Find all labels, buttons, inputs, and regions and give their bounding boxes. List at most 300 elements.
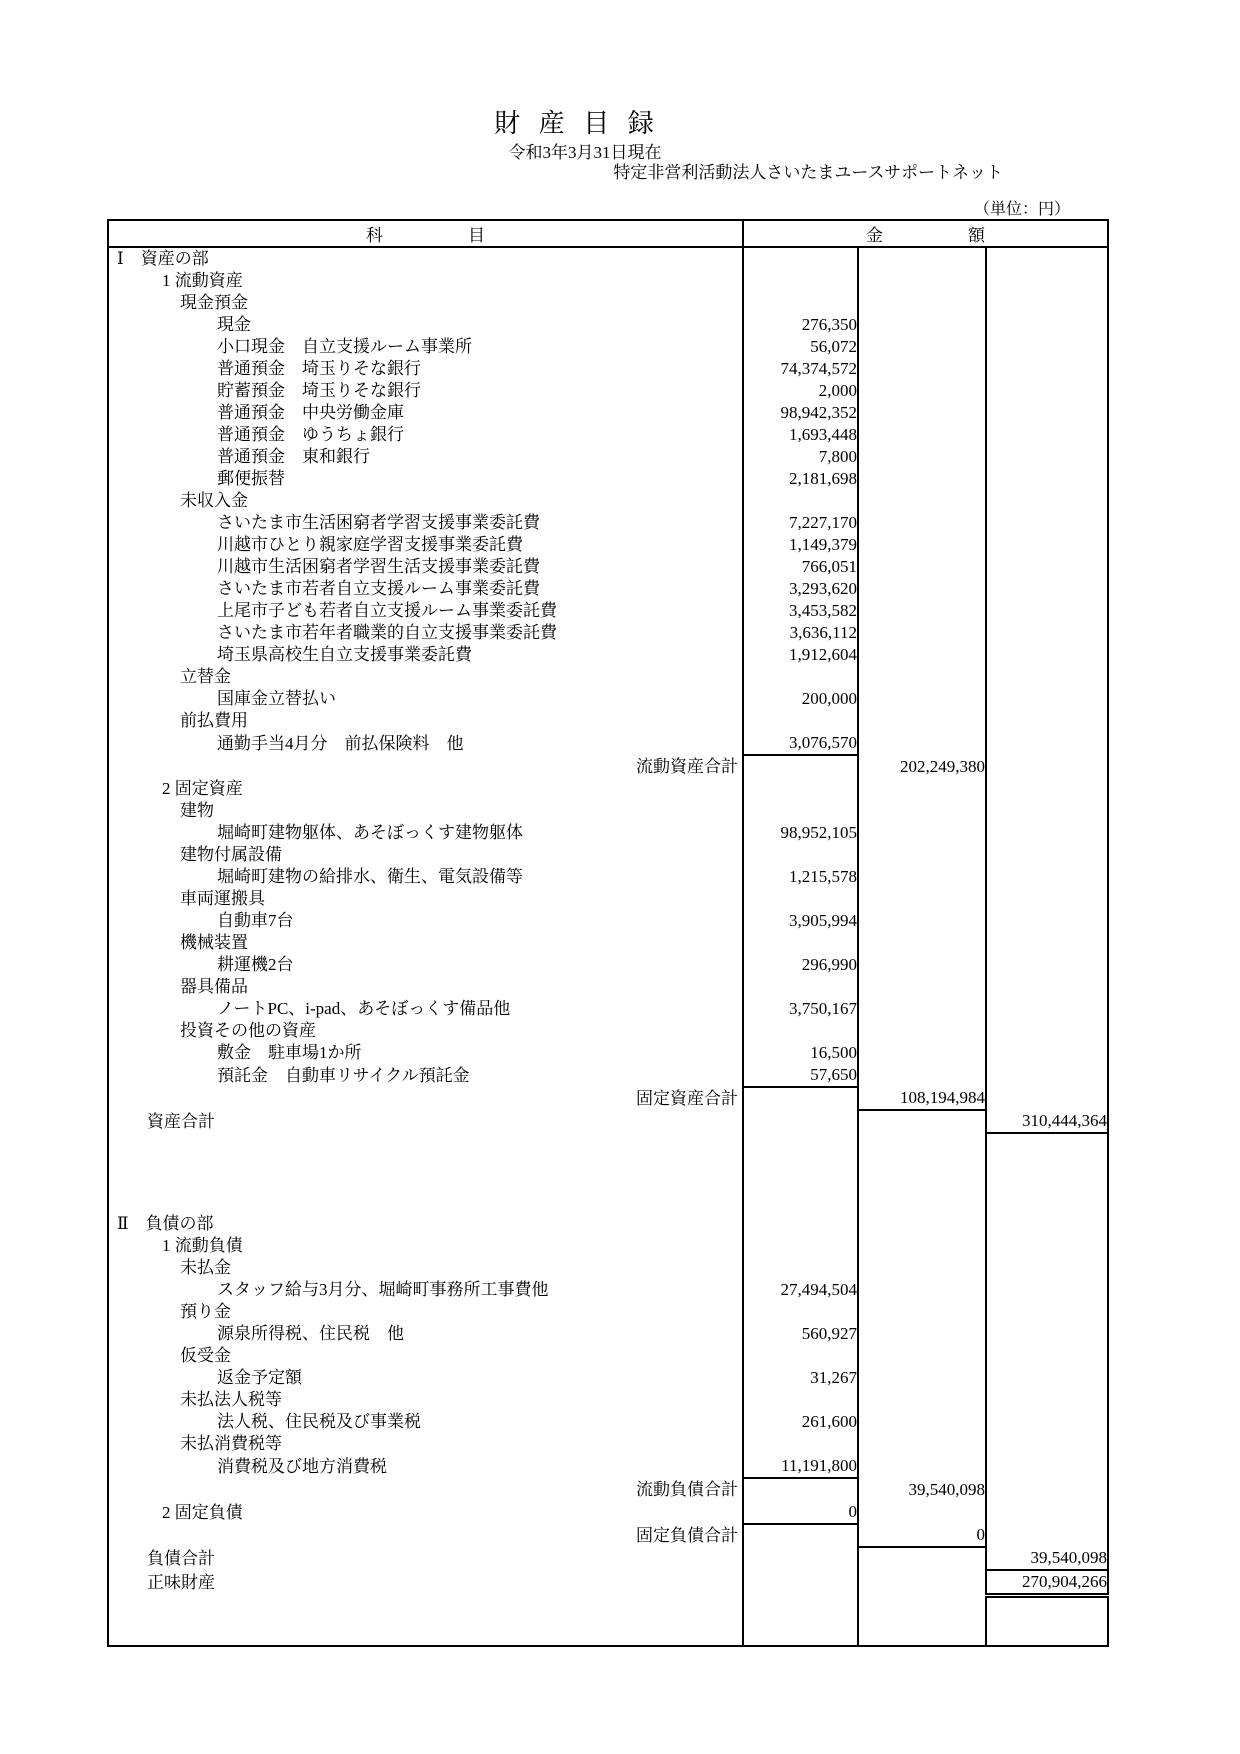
amount-col2: [858, 556, 986, 578]
amount-col2: [858, 1110, 986, 1133]
amount-col2: [858, 778, 986, 800]
amount-col3: [986, 1478, 1108, 1501]
amount-col2: [858, 292, 986, 314]
amount-col3: [986, 468, 1108, 490]
amount-col2: [858, 402, 986, 424]
row-label: 現金: [217, 315, 251, 334]
amount-col3: [986, 866, 1108, 888]
amount-col2: [858, 866, 986, 888]
document-title: 財 産 目 録: [494, 109, 660, 138]
amount-col3: [986, 490, 1108, 512]
table-row: [108, 1323, 1108, 1345]
amount-col2: [858, 490, 986, 512]
amount-col1: 2,000: [743, 380, 858, 402]
amount-col2: [858, 1133, 986, 1213]
row-label: さいたま市若年者職業的自立支援事業委託費: [217, 623, 557, 642]
amount-col3: [986, 844, 1108, 866]
amount-col1: 31,267: [743, 1367, 858, 1389]
row-label: 普通預金 埼玉りそな銀行: [217, 359, 421, 378]
amount-col2: [858, 844, 986, 866]
amount-col3: [986, 1345, 1108, 1367]
table-row: [108, 688, 1108, 710]
table-row: [108, 446, 1108, 468]
amount-col3: [986, 424, 1108, 446]
amount-col3: [986, 910, 1108, 932]
table-header-row: [108, 220, 1108, 247]
row-label: 機械装置: [180, 933, 248, 952]
amount-col2: [858, 424, 986, 446]
table-row: [108, 358, 1108, 380]
row-label: 消費税及び地方消費税: [217, 1456, 387, 1476]
table-row: [108, 512, 1108, 534]
amount-col3: [986, 998, 1108, 1020]
table-row: [108, 1020, 1108, 1042]
unit-note: （単位：円）: [973, 201, 1070, 218]
row-label: 投資その他の資産: [180, 1021, 316, 1040]
amount-col2: [858, 1042, 986, 1064]
amount-col3: [986, 1042, 1108, 1064]
row-label: 負債合計: [147, 1548, 215, 1568]
amount-col3: [986, 688, 1108, 710]
amount-col1: 2,181,698: [743, 468, 858, 490]
amount-col3: [986, 534, 1108, 556]
amount-col1: [743, 1087, 858, 1110]
row-label: 源泉所得税、住民税 他: [217, 1324, 404, 1343]
amount-col2: [858, 1020, 986, 1042]
row-label: 埼玉県高校生自立支援事業委託費: [217, 645, 472, 664]
table-row: [108, 1524, 1108, 1547]
amount-col2: [858, 710, 986, 732]
row-label: [108, 1596, 743, 1646]
amount-col1: 560,927: [743, 1323, 858, 1345]
amount-col1: [743, 247, 858, 270]
table-row: [108, 1570, 1108, 1596]
amount-col3: [986, 1020, 1108, 1042]
row-label: 郵便振替: [217, 469, 285, 488]
row-label: 未払金: [180, 1258, 231, 1277]
amount-col1: 0: [743, 1501, 858, 1524]
amount-col2: [858, 358, 986, 380]
amount-col3: [986, 292, 1108, 314]
amount-col1: [743, 270, 858, 292]
amount-col3: [986, 755, 1108, 778]
amount-col1: 7,227,170: [743, 512, 858, 534]
amount-col3: [986, 1087, 1108, 1110]
amount-col3: [986, 1596, 1108, 1646]
amount-col1: [743, 1301, 858, 1323]
amount-col3: [986, 1501, 1108, 1524]
row-label: スタッフ給与3月分、堀崎町事務所工事費他: [217, 1280, 549, 1299]
amount-col3: 310,444,364: [986, 1110, 1108, 1133]
row-label: 2 固定負債: [162, 1502, 243, 1522]
table-row: [108, 270, 1108, 292]
amount-col1: 27,494,504: [743, 1279, 858, 1301]
amount-col3: [986, 578, 1108, 600]
amount-col3: [986, 1301, 1108, 1323]
amount-col1: 11,191,800: [743, 1455, 858, 1478]
amount-col1: 1,693,448: [743, 424, 858, 446]
table-row: [108, 1087, 1108, 1110]
amount-col2: [858, 1411, 986, 1433]
amount-col1: 74,374,572: [743, 358, 858, 380]
amount-col1: 3,636,112: [743, 622, 858, 644]
table-row: [108, 468, 1108, 490]
row-label: 固定資産合計: [636, 1088, 738, 1108]
amount-col2: [858, 247, 986, 270]
table-row: [108, 622, 1108, 644]
amount-col1: [743, 1133, 858, 1213]
amount-col1: [743, 1433, 858, 1455]
amount-col2: [858, 1433, 986, 1455]
amount-col1: [743, 666, 858, 688]
table-row: [108, 534, 1108, 556]
amount-col3: [986, 600, 1108, 622]
amount-col2: [858, 534, 986, 556]
amount-col2: [858, 1367, 986, 1389]
amount-col2: [858, 1455, 986, 1478]
row-label: 1 流動資産: [162, 271, 243, 290]
table-row: [108, 1213, 1108, 1235]
amount-col3: [986, 644, 1108, 666]
row-label: 現金預金: [180, 293, 248, 312]
amount-col2: [858, 336, 986, 358]
amount-col3: [986, 556, 1108, 578]
amount-col3: [986, 1257, 1108, 1279]
amount-col1: [743, 888, 858, 910]
amount-col1: [743, 1213, 858, 1235]
row-label: 通勤手当4月分 前払保険料 他: [217, 733, 464, 753]
amount-col2: [858, 666, 986, 688]
amount-col3: [986, 1433, 1108, 1455]
amount-col1: 3,076,570: [743, 732, 858, 755]
amount-col2: [858, 1345, 986, 1367]
amount-col3: [986, 1323, 1108, 1345]
amount-col2: [858, 600, 986, 622]
table-row: [108, 710, 1108, 732]
table-row: [108, 556, 1108, 578]
table-row: [108, 314, 1108, 336]
amount-col2: [858, 1547, 986, 1570]
amount-col1: 1,149,379: [743, 534, 858, 556]
amount-col1: [743, 1524, 858, 1547]
amount-col1: 1,912,604: [743, 644, 858, 666]
amount-col1: 57,650: [743, 1064, 858, 1087]
row-label: さいたま市生活困窮者学習支援事業委託費: [217, 513, 540, 532]
amount-col3: 39,540,098: [986, 1547, 1108, 1570]
amount-col3: [986, 954, 1108, 976]
amount-col2: [858, 446, 986, 468]
table-row: [108, 976, 1108, 998]
amount-col1: [743, 1478, 858, 1501]
spacer-row: [108, 1133, 1108, 1213]
table-row: [108, 490, 1108, 512]
amount-col2: [858, 1235, 986, 1257]
table-row: [108, 1433, 1108, 1455]
amount-col2: [858, 578, 986, 600]
amount-col2: [858, 468, 986, 490]
amount-col2: 39,540,098: [858, 1478, 986, 1501]
amount-col1: [743, 292, 858, 314]
amount-col2: [858, 512, 986, 534]
amount-col2: [858, 1279, 986, 1301]
amount-col2: [858, 732, 986, 755]
amount-col3: [986, 1279, 1108, 1301]
amount-col2: [858, 1301, 986, 1323]
amount-col2: [858, 1213, 986, 1235]
table-row: [108, 888, 1108, 910]
amount-col3: [986, 380, 1108, 402]
table-row: [108, 1042, 1108, 1064]
amount-col3: [986, 1367, 1108, 1389]
amount-col1: [743, 755, 858, 778]
amount-col1: 3,453,582: [743, 600, 858, 622]
amount-col2: 202,249,380: [858, 755, 986, 778]
row-label: 自動車7台: [217, 911, 294, 930]
table-row: [108, 1235, 1108, 1257]
amount-col3: [986, 314, 1108, 336]
inventory-table: [107, 219, 1109, 1647]
amount-col1: [743, 1596, 858, 1646]
amount-col2: [858, 1570, 986, 1596]
table-row: [108, 644, 1108, 666]
table-row: [108, 800, 1108, 822]
amount-col2: [858, 910, 986, 932]
amount-col2: [858, 1596, 986, 1646]
table-row: [108, 1279, 1108, 1301]
row-label: 川越市ひとり親家庭学習支援事業委託費: [217, 535, 523, 554]
amount-col3: [986, 778, 1108, 800]
amount-col3: [986, 1455, 1108, 1478]
amount-col1: [743, 490, 858, 512]
table-row: [108, 380, 1108, 402]
table-row: [108, 778, 1108, 800]
amount-col2: [858, 688, 986, 710]
row-label: Ⅱ 負債の部: [117, 1214, 214, 1233]
amount-col2: [858, 270, 986, 292]
amount-col1: 276,350: [743, 314, 858, 336]
amount-col3: [986, 1235, 1108, 1257]
row-label: 仮受金: [180, 1346, 231, 1365]
table-row: [108, 1110, 1108, 1133]
table-row: [108, 1411, 1108, 1433]
row-label: 資産合計: [147, 1111, 215, 1131]
amount-col2: [858, 1323, 986, 1345]
amount-col2: [858, 622, 986, 644]
table-row: [108, 822, 1108, 844]
table-row: [108, 998, 1108, 1020]
row-label: 堀崎町建物の給排水、衛生、電気設備等: [217, 867, 523, 886]
row-label: 法人税、住民税及び事業税: [217, 1412, 421, 1431]
amount-col3: [986, 732, 1108, 755]
amount-col1: [743, 976, 858, 998]
table-row: [108, 755, 1108, 778]
row-label: 流動負債合計: [636, 1479, 738, 1499]
amount-col1: 200,000: [743, 688, 858, 710]
amount-col1: [743, 1570, 858, 1596]
row-label: 上尾市子ども若者自立支援ルーム事業委託費: [217, 601, 557, 620]
row-label: 流動資産合計: [636, 756, 738, 776]
amount-col2: 0: [858, 1524, 986, 1547]
amount-col3: [986, 932, 1108, 954]
amount-col2: [858, 822, 986, 844]
column-header-amount: 金 額: [743, 220, 1108, 247]
row-label: ノートPC、i-pad、あそぼっくす備品他: [217, 999, 511, 1018]
table-row: [108, 1301, 1108, 1323]
amount-col3: [986, 1213, 1108, 1235]
amount-col1: 296,990: [743, 954, 858, 976]
amount-col2: [858, 932, 986, 954]
amount-col2: [858, 380, 986, 402]
amount-col3: [986, 270, 1108, 292]
row-label: 普通預金 中央労働金庫: [217, 403, 404, 422]
amount-col1: 3,750,167: [743, 998, 858, 1020]
table-row: [108, 402, 1108, 424]
table-row: [108, 866, 1108, 888]
row-label: 建物付属設備: [180, 845, 282, 864]
table-row: [108, 1455, 1108, 1478]
row-label: [108, 1133, 743, 1213]
amount-col3: [986, 976, 1108, 998]
row-label: 立替金: [180, 667, 231, 686]
table-row: [108, 578, 1108, 600]
amount-col1: 56,072: [743, 336, 858, 358]
table-row: [108, 424, 1108, 446]
table-row: [108, 666, 1108, 688]
amount-col2: [858, 1389, 986, 1411]
amount-col1: [743, 932, 858, 954]
row-label: 普通預金 東和銀行: [217, 447, 370, 466]
amount-col1: [743, 1547, 858, 1570]
amount-col3: [986, 336, 1108, 358]
table-row: [108, 910, 1108, 932]
amount-col2: [858, 1501, 986, 1524]
amount-col1: [743, 1257, 858, 1279]
amount-col1: 7,800: [743, 446, 858, 468]
amount-col2: [858, 1257, 986, 1279]
table-row: [108, 336, 1108, 358]
amount-col3: [986, 1389, 1108, 1411]
amount-col2: [858, 1064, 986, 1087]
amount-col2: [858, 644, 986, 666]
amount-col3: [986, 1133, 1108, 1213]
row-label: 国庫金立替払い: [217, 689, 336, 708]
amount-col3: [986, 666, 1108, 688]
amount-col2: [858, 998, 986, 1020]
amount-col1: [743, 778, 858, 800]
amount-col1: 16,500: [743, 1042, 858, 1064]
amount-col3: [986, 358, 1108, 380]
amount-col3: [986, 1411, 1108, 1433]
amount-col3: [986, 622, 1108, 644]
amount-col1: [743, 710, 858, 732]
table-row: [108, 600, 1108, 622]
amount-col3: [986, 800, 1108, 822]
row-label: 器具備品: [180, 977, 248, 996]
table-row: [108, 1389, 1108, 1411]
row-label: 貯蓄預金 埼玉りそな銀行: [217, 381, 421, 400]
amount-col1: 261,600: [743, 1411, 858, 1433]
amount-col2: [858, 888, 986, 910]
table-row: [108, 732, 1108, 755]
amount-col3: [986, 888, 1108, 910]
amount-col2: [858, 314, 986, 336]
amount-col3: [986, 1064, 1108, 1087]
table-row: [108, 1257, 1108, 1279]
row-label: さいたま市若者自立支援ルーム事業委託費: [217, 579, 540, 598]
row-label: Ⅰ 資産の部: [117, 249, 209, 268]
amount-col1: [743, 1345, 858, 1367]
table-row: [108, 292, 1108, 314]
table-row: [108, 1478, 1108, 1501]
table-row: [108, 1547, 1108, 1570]
amount-col2: [858, 800, 986, 822]
amount-col3: [986, 822, 1108, 844]
amount-col1: 3,293,620: [743, 578, 858, 600]
row-label: 1 流動負債: [162, 1236, 243, 1255]
row-label: 未収入金: [180, 491, 248, 510]
amount-col1: [743, 1235, 858, 1257]
row-label: 預託金 自動車リサイクル預託金: [217, 1065, 470, 1085]
amount-col3: [986, 1524, 1108, 1547]
table-row: [108, 844, 1108, 866]
row-label: 敷金 駐車場1か所: [217, 1043, 362, 1062]
table-row: [108, 247, 1108, 270]
organization-name: 特定非営利活動法人さいたまユースサポートネット: [613, 163, 1003, 182]
amount-col1: [743, 800, 858, 822]
row-label: 未払法人税等: [180, 1390, 282, 1409]
row-label: 小口現金 自立支援ルーム事業所: [217, 337, 472, 356]
row-label: 建物: [180, 801, 214, 820]
amount-col3: [986, 247, 1108, 270]
amount-col1: [743, 844, 858, 866]
row-label: 預り金: [180, 1302, 231, 1321]
row-label: 2 固定資産: [162, 779, 243, 798]
amount-col3: 270,904,266: [986, 1570, 1108, 1596]
row-label: 堀崎町建物躯体、あそぼっくす建物躯体: [217, 823, 523, 842]
table-row: [108, 1501, 1108, 1524]
row-label: 未払消費税等: [180, 1434, 282, 1453]
table-row: [108, 1345, 1108, 1367]
row-label: 正味財産: [147, 1572, 215, 1592]
amount-col3: [986, 512, 1108, 534]
row-label: 川越市生活困窮者学習生活支援事業委託費: [217, 557, 540, 576]
row-label: 車両運搬具: [180, 889, 265, 908]
amount-col1: 766,051: [743, 556, 858, 578]
row-label: 前払費用: [180, 711, 248, 730]
document-date: 令和3年3月31日現在: [508, 143, 662, 162]
amount-col1: [743, 1110, 858, 1133]
amount-col1: 98,952,105: [743, 822, 858, 844]
amount-col3: [986, 446, 1108, 468]
spacer-row: [108, 1596, 1108, 1646]
row-label: 返金予定額: [217, 1368, 302, 1387]
amount-col2: 108,194,984: [858, 1087, 986, 1110]
amount-col1: 98,942,352: [743, 402, 858, 424]
row-label: 普通預金 ゆうちょ銀行: [217, 425, 404, 444]
amount-col1: [743, 1020, 858, 1042]
amount-col1: [743, 1389, 858, 1411]
table-row: [108, 954, 1108, 976]
amount-col3: [986, 710, 1108, 732]
table-row: [108, 932, 1108, 954]
amount-col3: [986, 402, 1108, 424]
amount-col2: [858, 954, 986, 976]
amount-col2: [858, 976, 986, 998]
table-row: [108, 1064, 1108, 1087]
row-label: 耕運機2台: [217, 955, 294, 974]
row-label: 固定負債合計: [636, 1525, 738, 1545]
table-row: [108, 1367, 1108, 1389]
